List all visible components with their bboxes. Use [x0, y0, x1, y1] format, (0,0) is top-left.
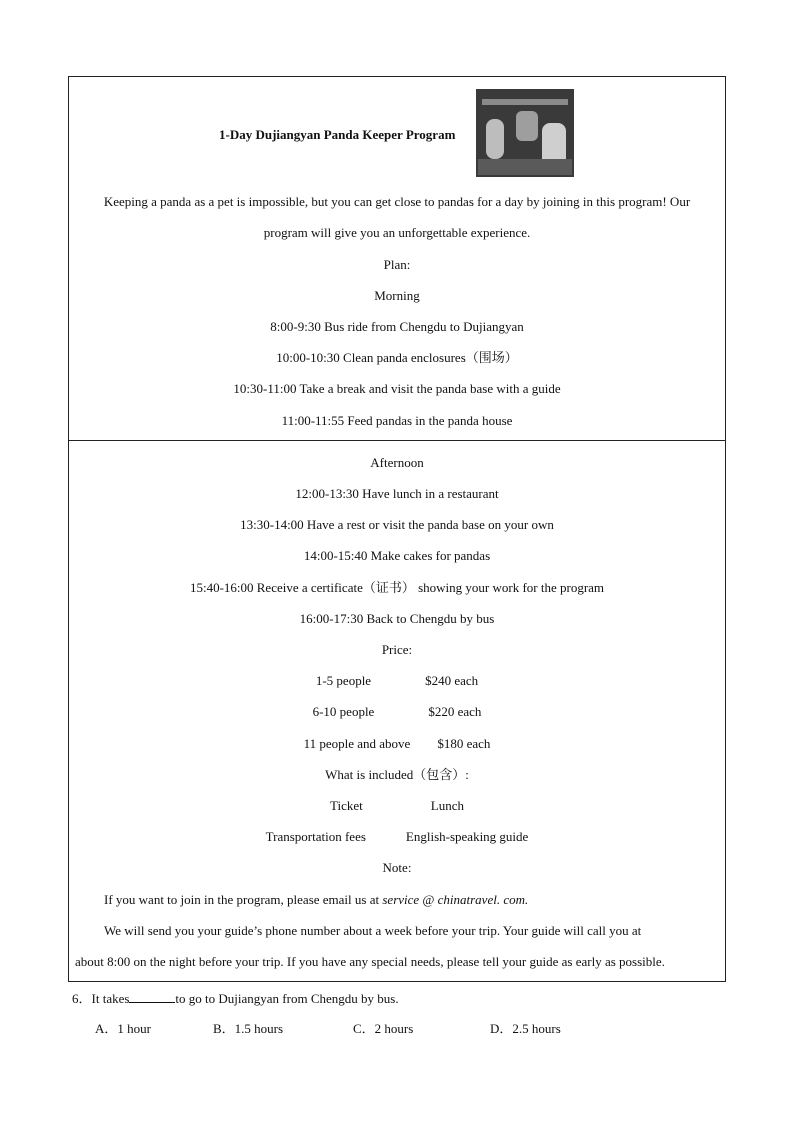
- note-paragraph-1: If you want to join in the program, please email us at service @ chinatravel. com.: [104, 892, 529, 907]
- morning-label: Morning: [374, 288, 420, 303]
- section-divider: [69, 440, 725, 441]
- morning-item: 8:00-9:30 Bus ride from Chengdu to Dujiangyan: [270, 319, 524, 334]
- afternoon-item: 15:40-16:00 Receive a certificate（证书） showing your work for the program: [189, 580, 605, 595]
- price-group: 6-10 people: [312, 704, 375, 719]
- option-a[interactable]: A．1 hour: [95, 1021, 151, 1036]
- program-title: 1-Day Dujiangyan Panda Keeper Program: [219, 127, 456, 142]
- included-row: [69, 829, 725, 845]
- answer-options: [0, 1021, 794, 1037]
- intro-line-1: Keeping a panda as a pet is impossible, but you can get close to pandas for a day by joining in this program! Our: [103, 194, 691, 209]
- price-group: 11 people and above: [303, 736, 411, 751]
- included-item: Lunch: [430, 798, 464, 813]
- note-label: Note:: [382, 860, 412, 875]
- afternoon-item: 13:30-14:00 Have a rest or visit the panda base on your own: [240, 517, 554, 532]
- included-item: English-speaking guide: [405, 829, 529, 844]
- price-row: [69, 736, 725, 752]
- price-group: 1-5 people: [315, 673, 372, 688]
- contact-email[interactable]: service @ chinatravel. com.: [382, 892, 529, 907]
- program-box: [68, 76, 726, 982]
- afternoon-item: 12:00-13:30 Have lunch in a restaurant: [295, 486, 499, 501]
- morning-item: 11:00-11:55 Feed pandas in the panda house: [281, 413, 513, 428]
- morning-item: 10:00-10:30 Clean panda enclosures（围场）: [276, 350, 518, 365]
- question-text-after: to go to Dujiangyan from Chengdu by bus.: [175, 991, 399, 1006]
- price-value: $240 each: [425, 673, 479, 688]
- price-row: [69, 704, 725, 720]
- included-label: What is included（包含）:: [325, 767, 469, 782]
- price-value: $180 each: [437, 736, 491, 751]
- option-c[interactable]: C．2 hours: [353, 1021, 414, 1036]
- option-b[interactable]: B．1.5 hours: [213, 1021, 284, 1036]
- note-paragraph-2-line-2: about 8:00 on the night before your trip. If you have any special needs, please tell your guide as early as possible.: [75, 954, 665, 969]
- price-label: Price:: [381, 642, 413, 657]
- intro-line-2: program will give you an unforgettable experience.: [263, 225, 531, 240]
- answer-blank: [129, 990, 175, 1003]
- afternoon-item: 16:00-17:30 Back to Chengdu by bus: [299, 611, 495, 626]
- price-value: $220 each: [428, 704, 482, 719]
- morning-item: 10:30-11:00 Take a break and visit the panda base with a guide: [233, 381, 561, 396]
- included-item: Transportation fees: [265, 829, 366, 844]
- question-text-before: It takes: [91, 991, 130, 1006]
- price-row: [69, 673, 725, 689]
- afternoon-label: Afternoon: [370, 455, 424, 470]
- included-item: Ticket: [330, 798, 363, 813]
- panda-keeper-photo: [476, 89, 574, 177]
- included-row: [69, 798, 725, 814]
- question-number: 6．: [72, 991, 92, 1006]
- note-paragraph-2-line-1: We will send you your guide’s phone number about a week before your trip. Your guide will call you at: [104, 923, 642, 938]
- option-d[interactable]: D．2.5 hours: [490, 1021, 561, 1036]
- afternoon-item: 14:00-15:40 Make cakes for pandas: [303, 548, 491, 563]
- plan-label: Plan:: [383, 257, 411, 272]
- question-6: [72, 990, 399, 1007]
